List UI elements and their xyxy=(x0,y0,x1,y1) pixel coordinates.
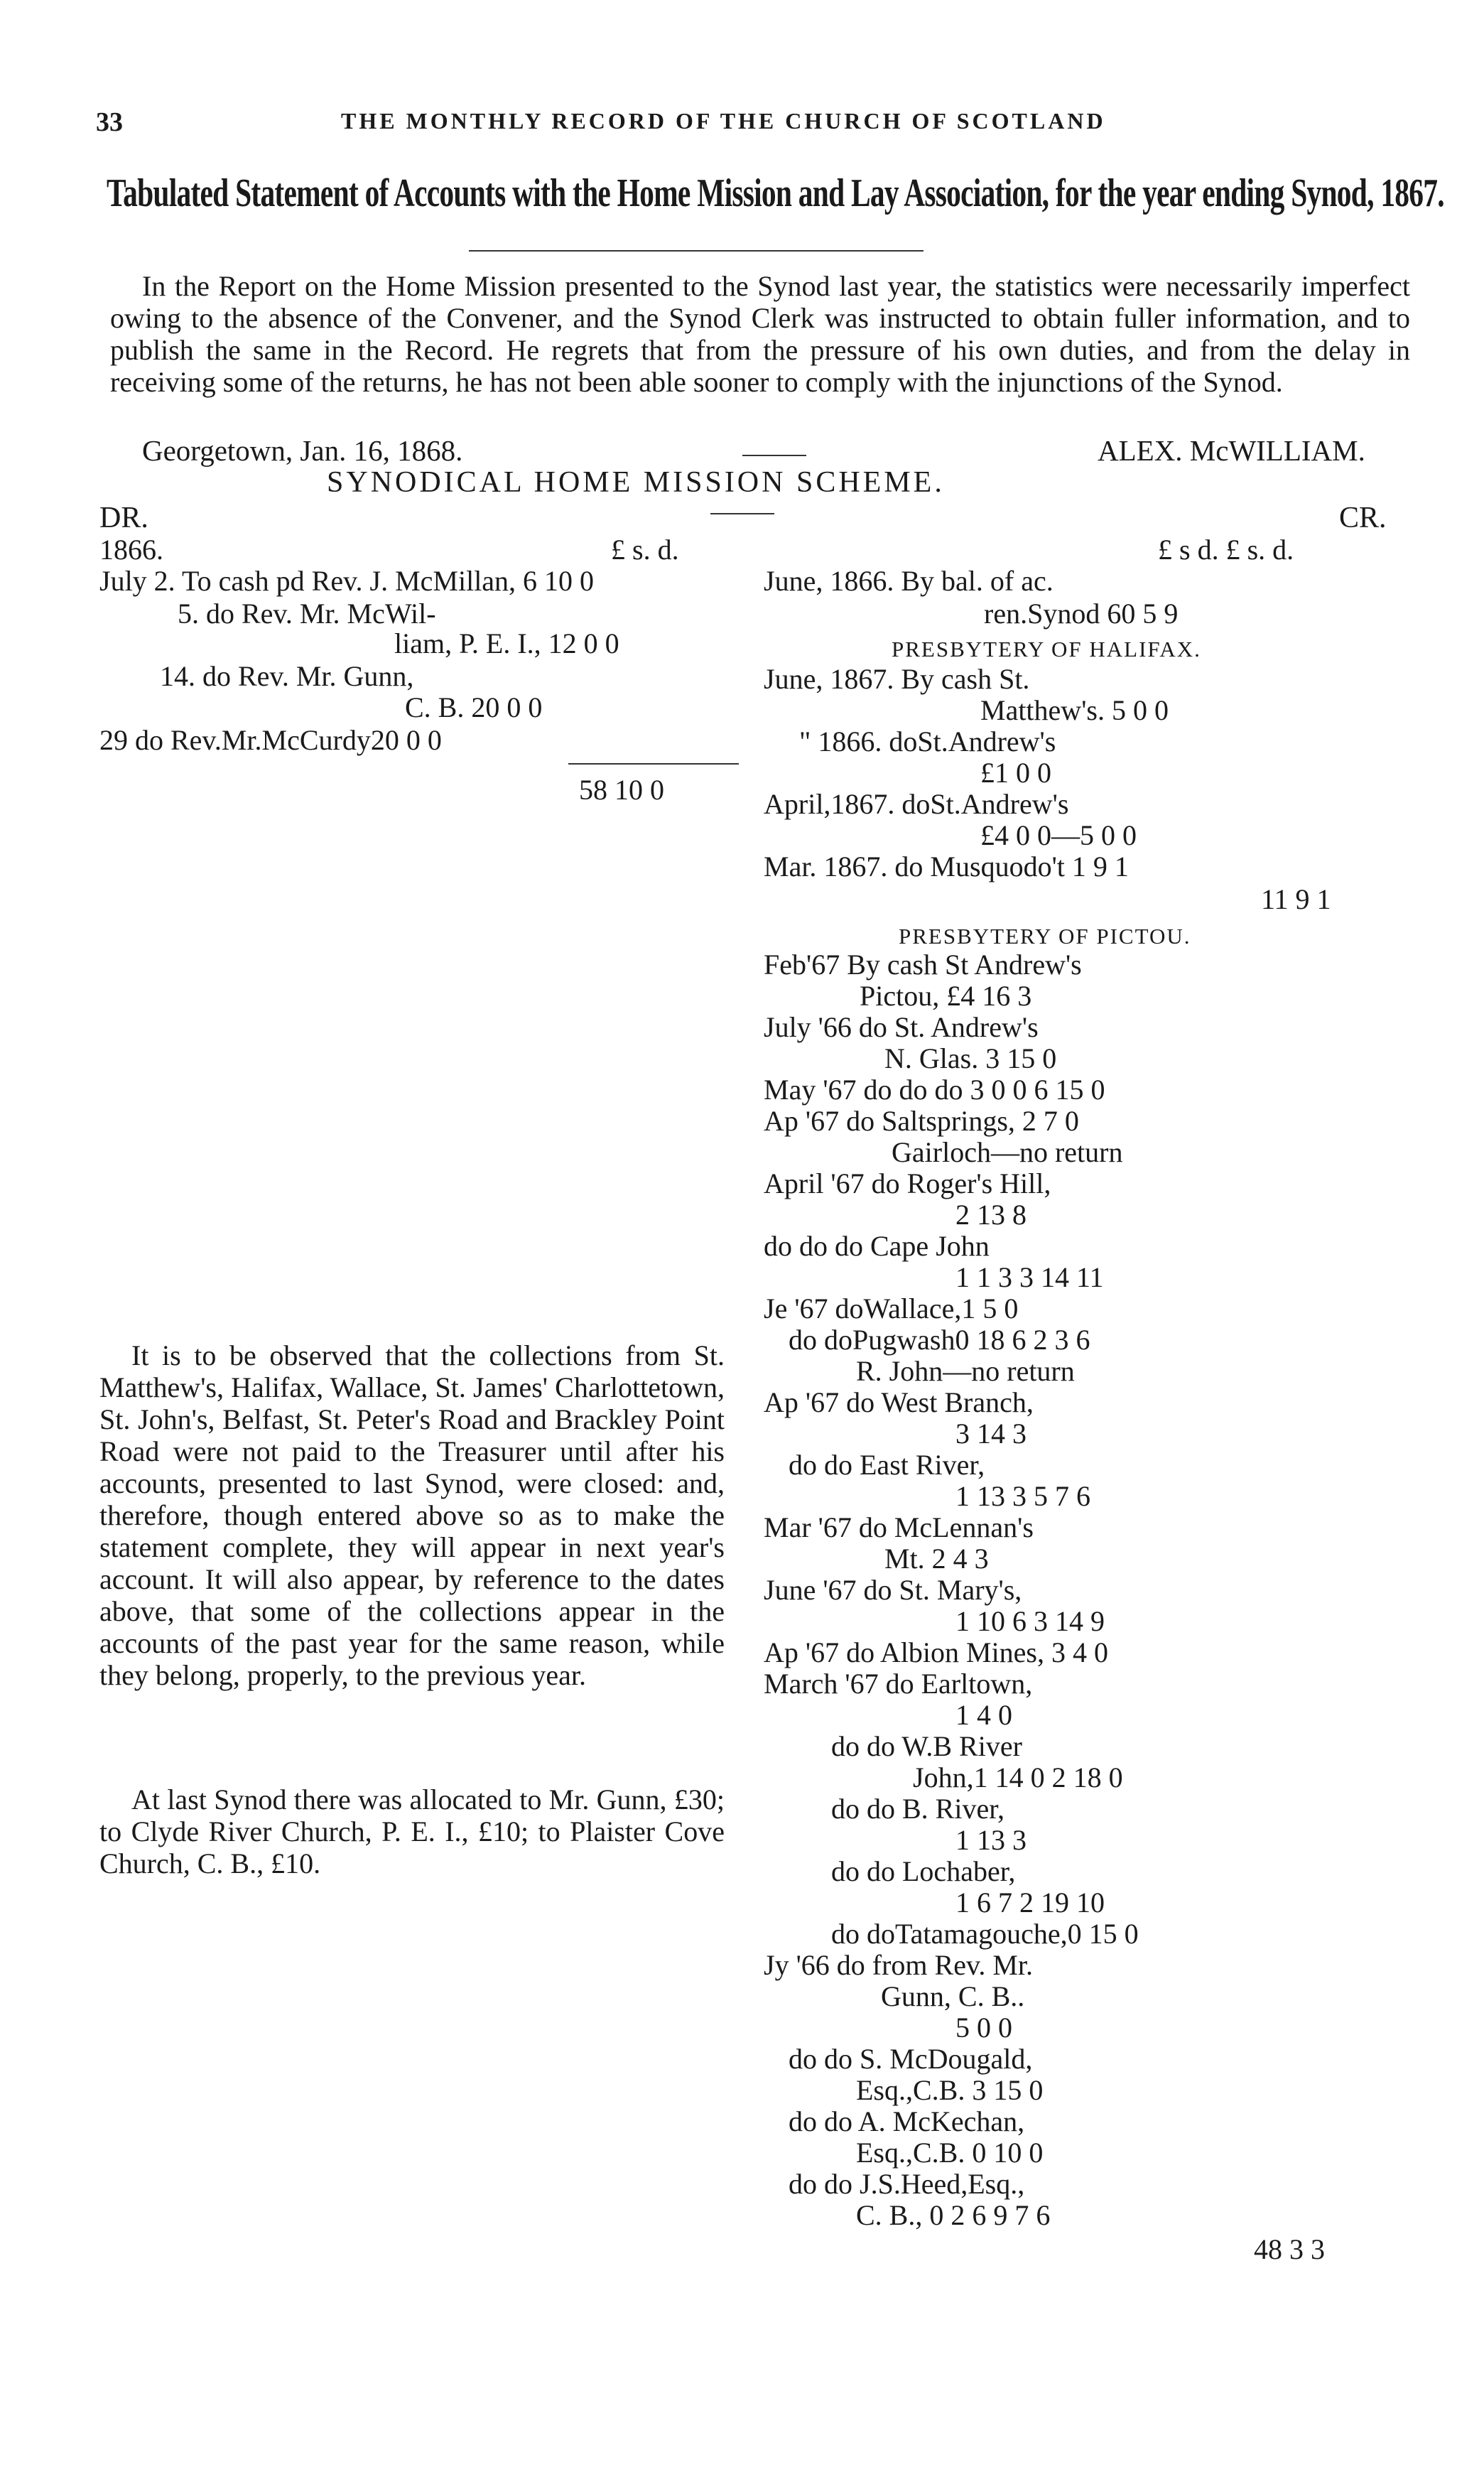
credit-line: Ap '67 do West Branch, xyxy=(764,1386,1034,1418)
presbytery-heading: PRESBYTERY OF HALIFAX. xyxy=(892,637,1201,662)
credit-line: July '66 do St. Andrew's xyxy=(764,1011,1039,1043)
title-rule xyxy=(469,250,924,252)
debit-currency-header: £ s. d. xyxy=(611,534,679,566)
debit-total: 58 10 0 xyxy=(579,774,664,806)
credit-label: CR. xyxy=(1339,502,1387,534)
credit-line: do do A. McKechan, xyxy=(789,2105,1025,2137)
credit-line: June, 1866. By bal. of ac. xyxy=(764,565,1054,597)
credit-line: do do W.B River xyxy=(831,1730,1022,1762)
page-number: 33 xyxy=(96,107,123,137)
credit-currency-header: £ s d. £ s. d. xyxy=(1158,534,1294,566)
credit-line: Jy '66 do from Rev. Mr. xyxy=(764,1949,1034,1981)
debit-line: 14. do Rev. Mr. Gunn, xyxy=(160,660,414,692)
column-rule xyxy=(710,513,774,514)
credit-line: do do B. River, xyxy=(831,1793,1004,1825)
debit-line: 29 do Rev.Mr.McCurdy20 0 0 xyxy=(99,724,442,756)
credit-line: 1 6 7 2 19 10 xyxy=(955,1887,1105,1918)
credit-line: C. B., 0 2 6 9 7 6 xyxy=(856,2199,1051,2231)
credit-line: 1 4 0 xyxy=(955,1699,1012,1731)
credit-line: John,1 14 0 2 18 0 xyxy=(913,1761,1123,1793)
debit-label: DR. xyxy=(99,502,148,534)
debit-year: 1866. xyxy=(99,534,163,566)
presbytery-heading: PRESBYTERY OF PICTOU. xyxy=(899,924,1191,949)
credit-line: Esq.,C.B. 3 15 0 xyxy=(856,2074,1044,2106)
credit-subtotal: 11 9 1 xyxy=(1261,883,1331,915)
credit-line: £4 0 0—5 0 0 xyxy=(980,819,1137,851)
credit-line: R. John—no return xyxy=(856,1355,1075,1387)
credit-line: Matthew's. 5 0 0 xyxy=(980,694,1169,726)
statement-title: Tabulated Statement of Accounts with the Home Mission and Lay Association, for the year ending Synod, 1867. xyxy=(107,171,1444,215)
credit-line: April '67 do Roger's Hill, xyxy=(764,1167,1051,1199)
credit-line: March '67 do Earltown, xyxy=(764,1668,1033,1700)
credit-line: 2 13 8 xyxy=(955,1199,1027,1231)
credit-line: Mt. 2 4 3 xyxy=(884,1543,989,1575)
debit-line: liam, P. E. I., 12 0 0 xyxy=(394,627,619,659)
credit-line: do do do Cape John xyxy=(764,1230,990,1262)
running-title: THE MONTHLY RECORD OF THE CHURCH OF SCOTLAND xyxy=(341,108,1106,134)
debit-line: 5. do Rev. Mr. McWil- xyxy=(178,598,436,630)
credit-line: Mar. 1867. do Musquodo't 1 9 1 xyxy=(764,851,1129,883)
credit-line: ren.Synod 60 5 9 xyxy=(984,598,1179,630)
debit-line: July 2. To cash pd Rev. J. McMillan, 6 10 0 xyxy=(99,565,595,597)
credit-line: 1 10 6 3 14 9 xyxy=(955,1605,1105,1637)
credit-line: 1 13 3 5 7 6 xyxy=(955,1480,1090,1512)
scheme-title: SYNODICAL HOME MISSION SCHEME. xyxy=(327,466,945,499)
collections-note: It is to be observed that the collections from St. Matthew's, Halifax, Wallace, St. James' Charlottetown, St. John's, Belfast, St. Peter's Road and Brackley Point Road were not paid to the Treasurer until after his accounts, presented to last Synod, were closed: and, therefore, though entered above so as to make the statement complete, they will appear in next year's account. It will also appear, by reference to the dates above, that some of the collections appear in the accounts of the past year for the same reason, while they belong, properly, to the previous year. xyxy=(99,1339,725,1691)
credit-line: do doTatamagouche,0 15 0 xyxy=(831,1918,1139,1950)
credit-line: 5 0 0 xyxy=(955,2012,1012,2044)
credit-line: do do J.S.Heed,Esq., xyxy=(789,2168,1025,2200)
credit-line: Gunn, C. B.. xyxy=(881,1980,1025,2012)
credit-line: do do East River, xyxy=(789,1449,985,1481)
debit-line: C. B. 20 0 0 xyxy=(405,691,543,723)
credit-line: 3 14 3 xyxy=(955,1418,1027,1450)
credit-line: Esq.,C.B. 0 10 0 xyxy=(856,2137,1044,2169)
credit-line: Je '67 doWallace,1 5 0 xyxy=(764,1292,1019,1324)
credit-line: " 1866. doSt.Andrew's xyxy=(799,725,1056,757)
credit-line: June, 1867. By cash St. xyxy=(764,663,1030,695)
credit-line: do doPugwash0 18 6 2 3 6 xyxy=(789,1324,1090,1356)
credit-line: Ap '67 do Saltsprings, 2 7 0 xyxy=(764,1105,1079,1137)
credit-line: do do Lochaber, xyxy=(831,1855,1016,1887)
credit-line: May '67 do do do 3 0 0 6 15 0 xyxy=(764,1074,1105,1106)
signature-name: ALEX. McWILLIAM. xyxy=(1098,434,1365,467)
credit-total: 48 3 3 xyxy=(1254,2233,1325,2265)
credit-line: N. Glas. 3 15 0 xyxy=(884,1042,1057,1074)
signature-place-date: Georgetown, Jan. 16, 1868. xyxy=(142,434,463,467)
credit-line: Gairloch—no return xyxy=(892,1136,1123,1168)
credit-line: 1 1 3 3 14 11 xyxy=(955,1261,1104,1293)
credit-line: do do S. McDougald, xyxy=(789,2043,1033,2075)
credit-line: £1 0 0 xyxy=(980,757,1051,789)
allocation-note: At last Synod there was allocated to Mr. Gunn, £30; to Clyde River Church, P. E. I., £10; to Plaister Cove Church, C. B., £10. xyxy=(99,1783,725,1879)
credit-line: Ap '67 do Albion Mines, 3 4 0 xyxy=(764,1636,1108,1668)
credit-line: Pictou, £4 16 3 xyxy=(860,980,1032,1012)
credit-line: Mar '67 do McLennan's xyxy=(764,1511,1034,1543)
credit-line: April,1867. doSt.Andrew's xyxy=(764,788,1069,820)
intro-paragraph: In the Report on the Home Mission presented to the Synod last year, the statistics were necessarily imperfect owing to the absence of the Convener, and the Synod Clerk was instructed to obtain fuller information, and to publish the same in the Record. He regrets that from the pressure of his own duties, and from the delay in receiving some of the returns, he has not been able sooner to comply with the injunctions of the Synod. xyxy=(110,270,1410,398)
credit-line: 1 13 3 xyxy=(955,1824,1027,1856)
signature-rule xyxy=(742,455,806,456)
credit-line: Feb'67 By cash St Andrew's xyxy=(764,949,1082,981)
credit-line: June '67 do St. Mary's, xyxy=(764,1574,1022,1606)
debit-total-rule xyxy=(568,763,739,765)
